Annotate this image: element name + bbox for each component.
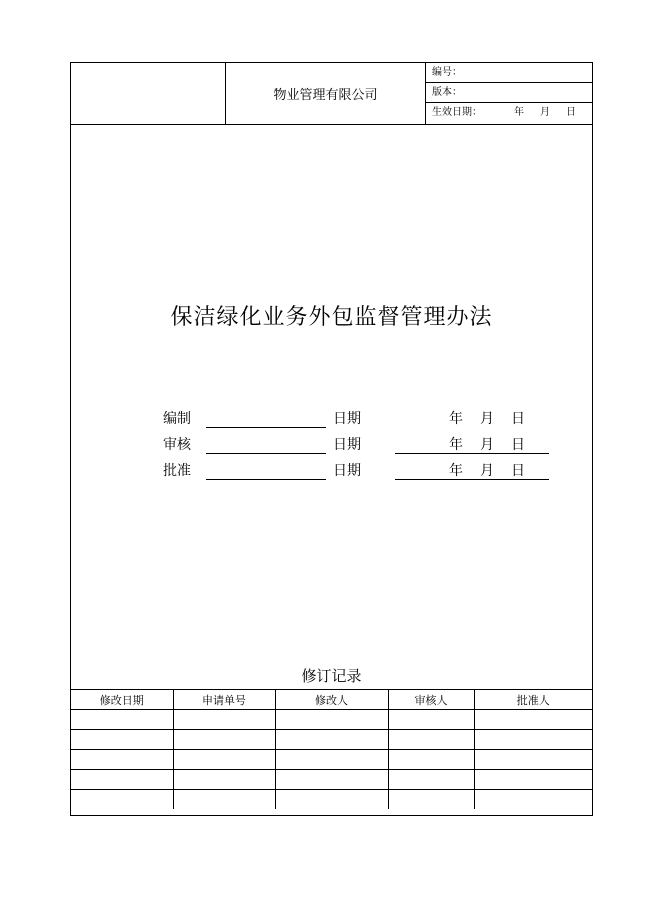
table-cell[interactable] (275, 790, 388, 810)
table-cell[interactable] (474, 750, 592, 770)
table-cell[interactable] (71, 710, 173, 730)
table-row (71, 730, 592, 750)
day-label: 日 (511, 437, 525, 453)
date-parts (449, 460, 542, 480)
table-cell[interactable] (173, 750, 275, 770)
year-label: 年 (449, 437, 463, 453)
month-label: 月 (540, 107, 550, 118)
month-label: 月 (480, 463, 494, 479)
signature-line[interactable] (206, 453, 326, 454)
column-header: 批准人 (474, 690, 592, 710)
role-label: 编制 (163, 411, 191, 427)
signature-line[interactable] (206, 427, 326, 428)
table-row (71, 790, 592, 810)
document-header (71, 63, 592, 125)
role-label: 审核 (163, 437, 191, 453)
number-label: 编号： (432, 67, 462, 78)
revision-title: 修订记录 (301, 667, 362, 685)
column-header: 申请单号 (173, 690, 275, 710)
table-cell[interactable] (388, 730, 474, 750)
effective-date-parts (514, 103, 592, 123)
version-row (426, 83, 592, 103)
meta-block (426, 63, 592, 124)
table-cell[interactable] (474, 770, 592, 790)
table-cell[interactable] (388, 750, 474, 770)
table-cell[interactable] (388, 710, 474, 730)
table-cell[interactable] (173, 790, 275, 810)
year-label: 年 (449, 411, 463, 427)
table-row (71, 770, 592, 790)
day-label: 日 (511, 463, 525, 479)
number-row (426, 63, 592, 83)
table-cell[interactable] (275, 750, 388, 770)
date-label: 日期 (333, 411, 361, 427)
date-parts (449, 434, 542, 454)
day-label: 日 (511, 411, 525, 427)
document-title: 保洁绿化业务外包监督管理办法 (170, 305, 493, 330)
column-header: 审核人 (388, 690, 474, 710)
revision-header-row (71, 690, 592, 710)
version-label: 版本： (432, 87, 462, 98)
signature-line[interactable] (206, 479, 326, 480)
table-cell[interactable] (474, 710, 592, 730)
table-cell[interactable] (388, 770, 474, 790)
effective-date-row (426, 103, 592, 124)
table-cell[interactable] (173, 730, 275, 750)
document-frame (70, 62, 593, 816)
table-cell[interactable] (275, 710, 388, 730)
table-cell[interactable] (71, 750, 173, 770)
table-cell[interactable] (474, 790, 592, 810)
table-cell[interactable] (474, 730, 592, 750)
table-cell[interactable] (173, 710, 275, 730)
date-label: 日期 (333, 463, 361, 479)
role-label: 批准 (163, 463, 191, 479)
table-cell[interactable] (71, 730, 173, 750)
table-cell[interactable] (71, 790, 173, 810)
table-cell[interactable] (275, 730, 388, 750)
table-row (71, 710, 592, 730)
revision-table (71, 689, 592, 809)
day-label: 日 (566, 107, 576, 118)
signature-row-approved (71, 460, 592, 484)
company-name: 物业管理有限公司 (226, 63, 426, 124)
year-label: 年 (514, 107, 524, 118)
date-label: 日期 (333, 437, 361, 453)
table-cell[interactable] (173, 770, 275, 790)
table-row (71, 750, 592, 770)
month-label: 月 (480, 411, 494, 427)
logo-cell (71, 63, 226, 124)
table-cell[interactable] (71, 770, 173, 790)
table-cell[interactable] (275, 770, 388, 790)
signature-row-prepared (71, 408, 592, 432)
column-header: 修改人 (275, 690, 388, 710)
date-parts (449, 408, 542, 428)
table-cell[interactable] (388, 790, 474, 810)
effective-date-label: 生效日期： (432, 107, 482, 118)
month-label: 月 (480, 437, 494, 453)
year-label: 年 (449, 463, 463, 479)
column-header: 修改日期 (71, 690, 173, 710)
signature-row-reviewed (71, 434, 592, 458)
